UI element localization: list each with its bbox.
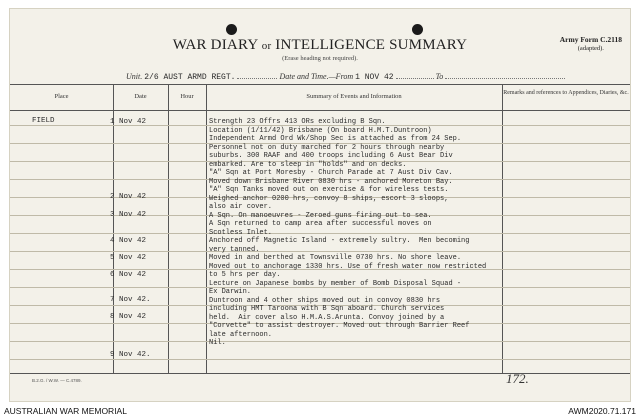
column-header-summary: Summary of Events and Information [306, 93, 402, 100]
summary-line: to 5 hrs per day. [209, 271, 281, 279]
row-rule [10, 359, 630, 360]
summary-line: Location (1/11/42) Brisbane (On board H.M.T.Duntroon) [209, 126, 432, 135]
date-entry: 5 Nov 42 [110, 254, 147, 262]
date-entry: 2 Nov 42 [110, 193, 147, 201]
summary-line: suburbs. 300 RAAF and 400 troops including 6 Aust Bear Div [209, 152, 453, 160]
summary-line: Nil. [209, 339, 226, 347]
punch-hole-icon [226, 24, 237, 35]
header-divider [10, 110, 630, 111]
summary-line: Independent Armd Ord Wk/Shop Sec is attached as from 24 Sep. [209, 135, 462, 143]
date-entry: 8 Nov 42 [110, 313, 147, 321]
summary-line: Scotless Inlet. [209, 228, 273, 237]
caption-right: AWM2020.71.171 [568, 406, 636, 416]
summary-line: Weighed anchor 0200 hrs, convoy 8 ships, escort 3 sloops, [209, 194, 449, 203]
army-form-label [560, 35, 622, 53]
title-war-diary: WAR DIARY [172, 37, 258, 53]
unit-label: Unit [126, 72, 141, 81]
summary-line: Lecture on Japanese bombs by member of Bomb Disposal Squad - [209, 279, 462, 288]
summary-line: Moved down Brisbane River 0830 hrs - anchored Moreton Bay. [209, 177, 453, 186]
summary-line: Moved out to anchorage 1330 hrs. Use of fresh water now restricted [209, 262, 487, 271]
to-label: To [435, 72, 444, 81]
date-time-label: Date and Time.—From [279, 72, 354, 81]
dotted-rule [445, 70, 565, 79]
unit-value: 2/6 AUST ARMD REGT. [144, 73, 236, 82]
summary-line: Anchored off Magnetic Island - extremely sultry. Men becoming [209, 237, 470, 245]
date-entry: 4 Nov 42 [110, 237, 147, 245]
summary-line: Strength 23 Offrs 413 ORs excluding B Sqn. [209, 118, 386, 126]
column-header-remarks: Remarks and references to Appendices, Diaries, &c. [503, 90, 629, 96]
caption-left: AUSTRALIAN WAR MEMORIAL [4, 406, 127, 416]
summary-line: including HMT Taroona with B Sqn aboard. Church services [209, 305, 445, 313]
dotted-rule [237, 70, 277, 79]
summary-line: also air cover. [209, 203, 273, 211]
summary-line: Duntroon and 4 other ships moved out in convoy 0830 hrs [209, 296, 441, 305]
title-intelligence-summary: INTELLIGENCE SUMMARY [275, 37, 468, 53]
war-diary-sheet [9, 8, 631, 402]
unit-line: Unit. 2/6 AUST ARMD REGT. Date and Time.—From 1 NOV 42 To [126, 70, 565, 82]
column-header-date: Date [134, 93, 147, 100]
summary-line: "A" Sqn at Port Moresby - Church Parade at 7 Aust Div Cav. [209, 169, 453, 177]
column-divider [168, 85, 169, 373]
summary-line: Personnel not on duty marched for 2 hours through nearby [209, 143, 445, 152]
place-value: FIELD [32, 117, 55, 125]
from-date-value: 1 NOV 42 [355, 73, 394, 82]
summary-line: Moved in and berthed at Townsville 0730 hrs. No shore leave. [209, 254, 462, 262]
summary-line: A Sqn. On manoeuvres - Zeroed guns firing out to sea. [209, 211, 432, 220]
date-entry: 3 Nov 42 [110, 211, 147, 219]
date-entry: 7 Nov 42. [110, 296, 151, 304]
date-entry: 1 Nov 42 [110, 118, 147, 126]
dotted-rule [396, 70, 434, 79]
summary-entries [209, 118, 505, 348]
title-or: or [261, 40, 272, 52]
summary-line: "Corvette" to assist destroyer. Moved out through Barrier Reef [209, 322, 470, 330]
printer-footnote: B.2.G. / W.W. — C.4789. [32, 378, 82, 383]
date-entry: 6 Nov 42 [110, 271, 147, 279]
summary-line: late afternoon. [209, 330, 273, 339]
army-form-number: Army Form C.2118 [559, 35, 622, 44]
army-form-sub: (adapted). [577, 45, 604, 52]
summary-line: Ex Darwin. [209, 288, 252, 296]
column-divider [113, 85, 114, 373]
date-entry: 9 Nov 42. [110, 351, 151, 359]
column-header-place: Place [54, 93, 69, 100]
column-divider [206, 85, 207, 373]
folio-number: 172. [506, 371, 529, 386]
page-title [10, 37, 630, 54]
summary-line: embarked. Are to sleep in "holds" and on decks. [209, 160, 407, 169]
summary-line: held. Air cover also H.M.A.S.Arunta. Convoy joined by a [209, 313, 445, 322]
erase-note: (Erase heading not required). [282, 55, 358, 62]
summary-line: "A" Sqn Tanks moved out on exercise & for wireless tests. [209, 186, 449, 194]
summary-line: very tanned. [209, 245, 260, 254]
diary-table [10, 84, 630, 374]
punch-hole-icon [412, 24, 423, 35]
column-header-hour: Hour [180, 93, 194, 100]
summary-line: A Sqn returned to camp area after successful moves on [209, 220, 432, 228]
